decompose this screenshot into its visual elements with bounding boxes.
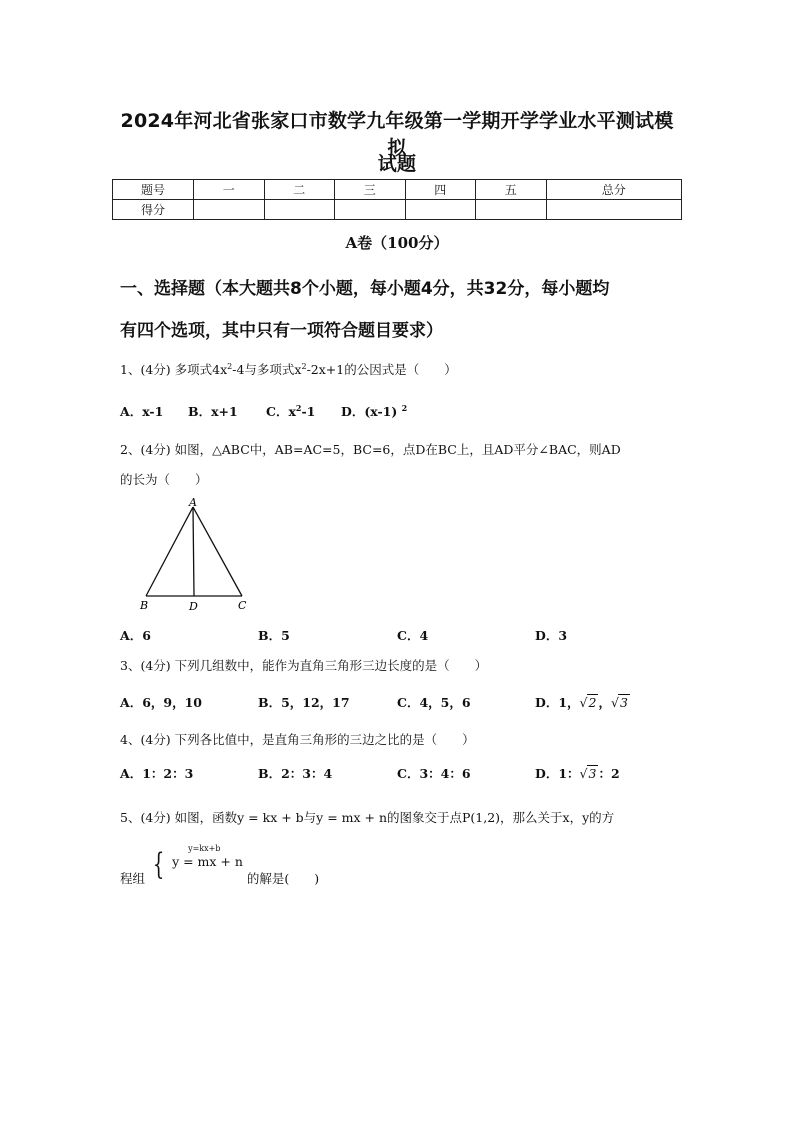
q1-sup2: 2: [301, 361, 307, 371]
q1-option-a[interactable]: A．x-1: [120, 404, 164, 419]
q2-option-c[interactable]: C．4: [397, 628, 429, 643]
q4-option-b[interactable]: B．2：3：4: [258, 766, 333, 781]
segment-ad: [193, 507, 194, 596]
q5-equation-system: [172, 844, 243, 869]
q2-option-d[interactable]: D．3: [535, 628, 568, 643]
score-header-cell: 五: [476, 180, 547, 200]
q1-option-d-a: D．(x-1): [341, 404, 398, 419]
vertex-label-a: A: [189, 496, 197, 509]
q1-stem: [120, 360, 457, 378]
q3-option-d-sep: ，: [598, 695, 611, 710]
sqrt-symbol-icon: √3: [610, 695, 628, 710]
q1-option-d-sup: 2: [401, 402, 408, 413]
q1-stem-c: -2x+1的公因式是（ ）: [306, 362, 457, 377]
q1-sup1: 2: [227, 361, 233, 371]
sqrt-symbol-icon: √3: [579, 766, 597, 781]
side-ab: [146, 507, 193, 596]
left-brace-icon: {: [152, 847, 165, 882]
score-header-cell: 一: [194, 180, 265, 200]
q3-stem: 3、(4分) 下列几组数中，能作为直角三角形三边长度的是（ ）: [120, 658, 488, 673]
q1-option-c-a: C．x: [266, 404, 296, 419]
score-table-score-row: [113, 200, 682, 220]
q4-stem: 4、(4分) 下列各比值中，是直角三角形的三边之比的是（ ）: [120, 732, 475, 747]
exam-title-line1: 2024年河北省张家口市数学九年级第一学期开学学业水平测试模拟: [120, 110, 674, 159]
part1-heading-line2: 有四个选项，其中只有一项符合题目要求）: [120, 321, 443, 341]
score-table: [112, 179, 682, 220]
q2-option-a[interactable]: A．6: [120, 628, 151, 643]
q5-eq-top: y=kx+b: [188, 844, 221, 853]
q4-option-c[interactable]: C．3：4：6: [397, 766, 471, 781]
q5-line2-suffix: 的解是( ): [246, 871, 320, 886]
triangle-figure: [135, 496, 255, 616]
q1-option-c[interactable]: [266, 402, 315, 420]
q3-option-c[interactable]: C．4，5，6: [397, 695, 471, 710]
vertex-label-d: D: [189, 600, 198, 613]
exam-title-line2: 试题: [377, 153, 417, 175]
q1-option-c-b: -1: [301, 404, 316, 419]
score-header-cell: 二: [264, 180, 335, 200]
q2-option-b[interactable]: B．5: [258, 628, 290, 643]
vertex-label-b: B: [140, 599, 149, 612]
q5-eq-bottom: y = mx + n: [172, 854, 243, 869]
q1-option-c-sup: 2: [295, 402, 302, 413]
score-cell[interactable]: [476, 200, 547, 220]
q1-stem-b: -4与多项式x: [232, 362, 302, 377]
q3-option-a[interactable]: A．6，9，10: [120, 695, 202, 710]
q4-option-d-suffix: ：2: [598, 766, 620, 781]
q2-stem-line2: 的长为（ ）: [120, 472, 208, 487]
score-cell[interactable]: [405, 200, 476, 220]
score-cell[interactable]: [264, 200, 335, 220]
score-header-cell: 三: [335, 180, 406, 200]
section-a-heading: A卷（100分）: [345, 234, 449, 252]
q4-option-d[interactable]: [535, 764, 620, 782]
q4-radicand: 3: [588, 766, 597, 781]
q3-radicand-2: 3: [619, 695, 628, 710]
q1-option-d[interactable]: [341, 402, 407, 420]
score-header-cell: 题号: [113, 180, 194, 200]
q4-option-d-prefix: D．1：: [535, 766, 580, 781]
side-ac: [193, 507, 242, 596]
score-cell[interactable]: [335, 200, 406, 220]
q3-option-b[interactable]: B．5，12，17: [258, 695, 350, 710]
sqrt-symbol-icon: √2: [579, 695, 597, 710]
q1-stem-a: 1、(4分) 多项式4x: [120, 362, 228, 377]
q3-option-d[interactable]: [535, 693, 630, 711]
score-row-label: 得分: [113, 200, 194, 220]
q5-line2-prefix: 程组: [120, 871, 146, 886]
q5-stem-line1: 5、(4分) 如图，函数y = kx + b与y = mx + n的图象交于点P(1,2)，那么关于x，y的方: [120, 810, 615, 825]
q1-option-b[interactable]: B．x+1: [188, 404, 238, 419]
q5-stem-line2: [120, 844, 320, 886]
score-cell[interactable]: [546, 200, 682, 220]
q3-radicand-1: 2: [588, 695, 597, 710]
vertex-label-c: C: [238, 599, 247, 612]
score-table-header-row: [113, 180, 682, 200]
score-header-cell: 四: [405, 180, 476, 200]
score-cell[interactable]: [194, 200, 265, 220]
q4-option-a[interactable]: A．1：2：3: [120, 766, 194, 781]
q3-option-d-prefix: D．1，: [535, 695, 580, 710]
part1-heading-line1: 一、选择题（本大题共8个小题，每小题4分，共32分，每小题均: [120, 279, 610, 299]
score-header-cell: 总分: [546, 180, 682, 200]
q2-stem-line1: 2、(4分) 如图，△ABC中，AB=AC=5，BC=6，点D在BC上，且AD平分∠BAC，则AD: [120, 442, 621, 457]
